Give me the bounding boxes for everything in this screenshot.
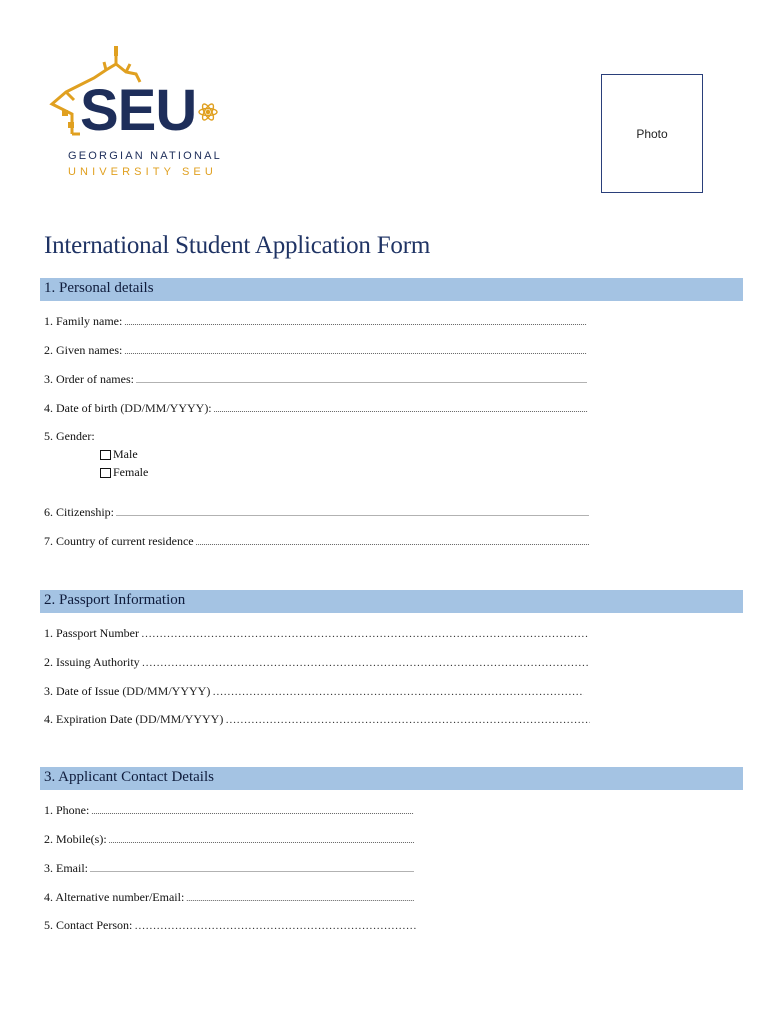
photo-box[interactable] [601,74,703,193]
fill-line[interactable] [186,890,414,905]
page-title: International Student Application Form [44,232,431,259]
checkbox[interactable] [100,468,111,478]
fill-line[interactable] [124,343,587,358]
atom-icon [199,102,217,121]
field-label: 1. Passport Number [44,626,139,640]
photo-label: Photo [636,126,668,141]
fill-line[interactable] [134,918,416,933]
section-heading: 1. Personal details [44,280,154,296]
field-label: 4. Date of birth [44,401,118,415]
fill-line[interactable] [142,655,590,670]
logo-line-2: UNIVERSITY SEU [68,166,217,178]
email-field[interactable] [44,861,414,876]
date-of-birth-field[interactable] [44,401,588,416]
field-label: 4. Expiration Date [44,712,133,726]
field-label: 4. Alternative number/Email: [44,890,185,904]
university-logo [44,44,244,184]
section-passport-information [40,590,743,613]
gender-label: 5. Gender: [44,429,95,443]
citizenship-field[interactable] [44,505,589,520]
fill-line[interactable] [225,712,590,727]
logo-wordmark: SEU [80,78,197,143]
fill-line[interactable] [109,832,414,847]
field-label: 1. Family name: [44,314,123,328]
phone-field[interactable] [44,803,414,818]
field-label: 2. Given names: [44,343,123,357]
field-label: 6. Citizenship: [44,505,114,519]
section-heading: 2. Passport Information [44,592,186,608]
fill-line[interactable] [124,314,587,329]
given-names-field[interactable] [44,343,587,358]
field-label: 5. Contact Person: [44,918,133,932]
fill-line[interactable] [141,626,588,641]
gender-option-female[interactable] [100,465,148,480]
fill-line[interactable] [212,684,584,699]
order-of-names-field[interactable] [44,372,587,387]
section-heading: 3. Applicant Contact Details [44,769,214,785]
option-label: Female [113,465,149,479]
field-label: 7. Country of current residence [44,534,194,548]
date-format-hint: (DD/MM/YYYY) [135,712,224,726]
fill-line[interactable] [116,505,589,520]
gender-option-male[interactable] [100,447,138,462]
mobile-field[interactable] [44,832,414,847]
fill-line[interactable] [214,401,588,416]
section-personal-details [40,278,743,301]
field-label: 3. Date of Issue [44,684,120,698]
field-label: 2. Issuing Authority [44,655,140,669]
fill-line[interactable] [90,861,414,876]
field-label: 1. Phone: [44,803,90,817]
checkbox[interactable] [100,450,111,460]
date-format-hint: (DD/MM/YYYY): [120,401,212,415]
section-applicant-contact-details [40,767,743,790]
passport-number-field[interactable] [44,626,588,641]
logo-line-1: GEORGIAN NATIONAL [68,150,222,162]
alternative-contact-field[interactable] [44,890,414,905]
residence-field[interactable] [44,534,589,549]
expiration-date-field[interactable] [44,712,590,727]
family-name-field[interactable] [44,314,587,329]
field-label: 2. Mobile(s): [44,832,107,846]
field-label: 3. Order of names: [44,372,134,386]
fill-line[interactable] [136,372,587,387]
option-label: Male [113,447,138,461]
contact-person-field[interactable] [44,918,416,933]
date-format-hint: (DD/MM/YYYY) [122,684,211,698]
issuing-authority-field[interactable] [44,655,590,670]
fill-line[interactable] [196,534,589,549]
fill-line[interactable] [91,803,414,818]
field-label: 3. Email: [44,861,88,875]
date-of-issue-field[interactable] [44,684,584,699]
